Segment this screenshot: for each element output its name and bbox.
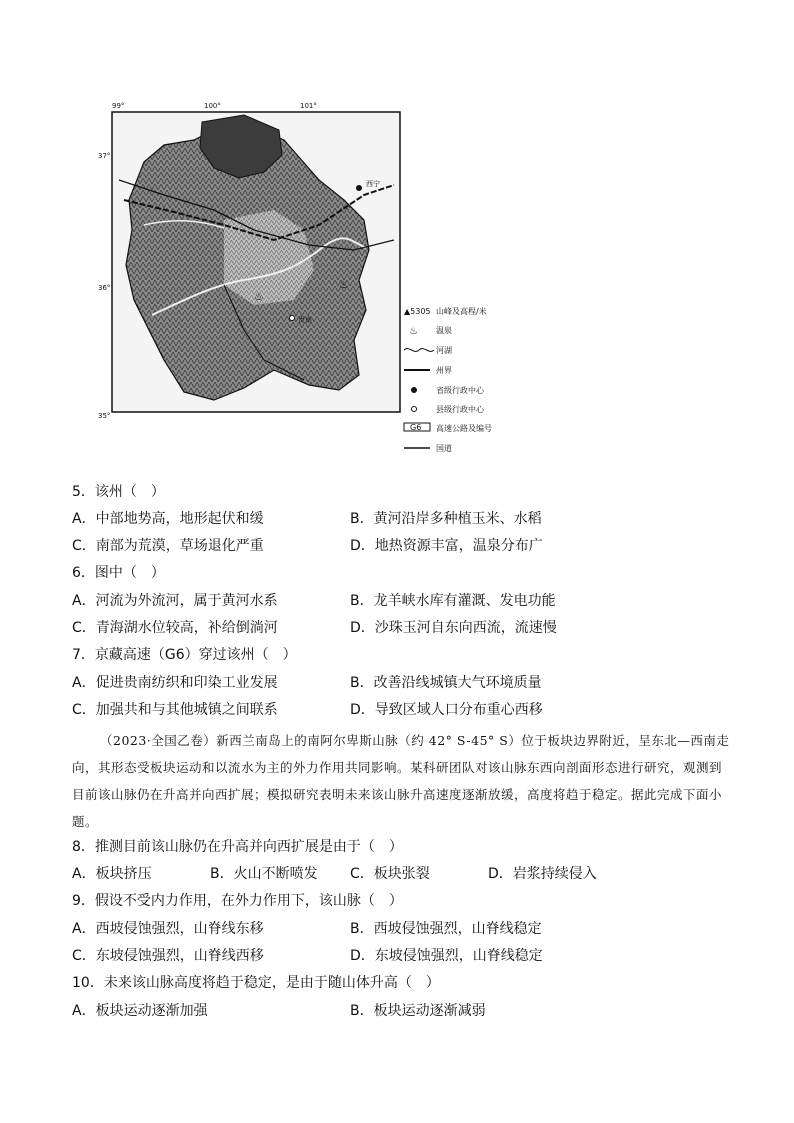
option-7c: C．加强共和与其他城镇之间联系 — [72, 702, 278, 718]
option-5d: D．地热资源丰富，温泉分布广 — [350, 538, 543, 554]
option-8b: B．火山不断喷发 — [210, 866, 318, 882]
option-10a: A．板块运动逐渐加强 — [72, 1003, 208, 1019]
question-8-stem: 8．推测目前该山脉仍在升高并向西扩展是由于（ ） — [72, 839, 403, 855]
option-8c: C．板块张裂 — [350, 866, 430, 882]
question-5-stem: 5．该州（ ） — [72, 484, 165, 500]
option-9c: C．东坡侵蚀强烈，山脊线西移 — [72, 948, 264, 964]
legend-label: 高速公路及编号 — [436, 424, 492, 433]
lon-label: 99° — [112, 102, 125, 110]
option-6a: A．河流为外流河，属于黄河水系 — [72, 593, 278, 609]
option-5c: C．南部为荒漠，草场退化严重 — [72, 538, 264, 554]
option-6d: D．沙珠玉河自东向西流，流速慢 — [350, 620, 557, 636]
question-9-stem: 9．假设不受内力作用，在外力作用下，该山脉（ ） — [72, 893, 403, 909]
peak-icon-code: ▲5305 — [404, 307, 431, 316]
lat-label: 37° — [98, 152, 111, 160]
lon-label: 101° — [300, 102, 317, 110]
question-7-stem: 7．京藏高速（G6）穿过该州（ ） — [72, 647, 297, 663]
option-6c: C．青海湖水位较高，补给倒淌河 — [72, 620, 278, 636]
option-5b: B．黄河沿岸多种植玉米、水稻 — [350, 511, 542, 527]
legend-label: 县级行政中心 — [436, 405, 484, 414]
question-6-stem: 6．图中（ ） — [72, 565, 165, 581]
option-8a: A．板块挤压 — [72, 866, 152, 882]
legend-label: 山峰及高程/米 — [436, 307, 487, 316]
option-9a: A．西坡侵蚀强烈，山脊线东移 — [72, 921, 264, 937]
option-7d: D．导致区域人口分布重心西移 — [350, 702, 543, 718]
option-8d: D．岩浆持续侵入 — [488, 866, 597, 882]
legend-label: 国道 — [436, 444, 452, 453]
option-6b: B．龙羊峡水库有灌溉、发电功能 — [350, 593, 556, 609]
lat-label: 36° — [98, 284, 111, 292]
hot-spring-icon: ♨ — [254, 290, 264, 303]
provincial-center-icon — [411, 387, 417, 393]
map-legend — [404, 306, 492, 453]
hot-spring-icon: ♨ — [339, 278, 349, 291]
reading-passage — [72, 727, 734, 835]
xining-marker — [356, 185, 362, 191]
option-9b: B．西坡侵蚀强烈，山脊线稳定 — [350, 921, 542, 937]
lat-label: 35° — [98, 412, 111, 420]
guinan-marker — [290, 316, 295, 321]
legend-label: 河湖 — [436, 346, 452, 355]
lon-label: 100° — [204, 102, 221, 110]
question-10-stem: 10．未来该山脉高度将趋于稳定，是由于随山体升高（ ） — [72, 975, 440, 991]
river-lake-icon — [404, 349, 434, 352]
legend-label: 州界 — [436, 366, 452, 375]
hainan-prefecture-map — [98, 100, 504, 465]
place-label-guinan: 贵南 — [298, 316, 312, 324]
hot-spring-icon: ♨ — [409, 326, 418, 337]
option-10b: B．板块运动逐渐减弱 — [350, 1003, 486, 1019]
option-7a: A．促进贵南纺织和印染工业发展 — [72, 675, 278, 691]
place-label-xining: 西宁 — [366, 180, 380, 188]
highway-code: G6 — [410, 423, 422, 432]
passage-text: （2023·全国乙卷）新西兰南岛上的南阿尔卑斯山脉（约 42° S-45° S）位于板块边界附近，呈东北—西南走向，其形态受板块运动和以流水为主的外力作用共同影响。某科研团队对该山脉东西向剖面形态进行研究，观测到目前该山脉仍在升高并向西扩展；模拟研究表明未来该山脉升高速度逐渐放缓，高度将趋于稳定。据此完成下面小题。 — [72, 733, 730, 829]
option-9d: D．东坡侵蚀强烈，山脊线稳定 — [350, 948, 543, 964]
legend-label: 省级行政中心 — [436, 386, 484, 395]
legend-label: 温泉 — [436, 326, 452, 335]
option-5a: A．中部地势高，地形起伏和缓 — [72, 511, 264, 527]
county-center-icon — [412, 407, 417, 412]
option-7b: B．改善沿线城镇大气环境质量 — [350, 675, 542, 691]
